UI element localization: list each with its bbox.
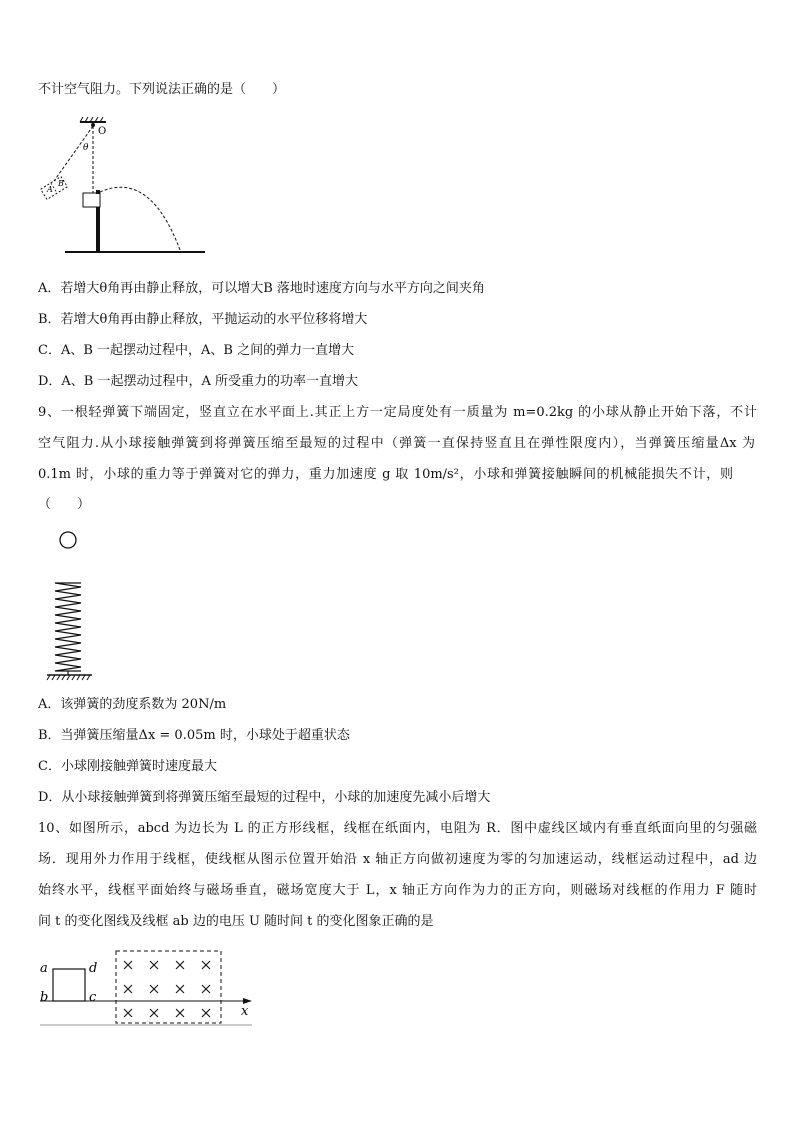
q9-stem-line-3: 0.1m 时，小球的重力等于弹簧对它的弹力，重力加速度 g 取 10m/s²，小球和弹簧接触瞬间的机械能损失不计，则: [38, 467, 733, 482]
field-cross-mark: [202, 1009, 210, 1017]
q9-spring-figure: [40, 525, 100, 685]
field-cross-mark: [150, 985, 158, 993]
q9-option-b: B．当弹簧压缩量Δx = 0.05m 时，小球处于超重状态: [38, 728, 350, 743]
rope-dashed-line: [54, 126, 93, 181]
field-cross-mark: [124, 1009, 132, 1017]
field-cross-mark: [176, 1009, 184, 1017]
field-cross-mark: [124, 961, 132, 969]
block-at-bottom: [83, 193, 100, 207]
q9-stem-line-2: 空气阻力.从小球接触弹簧到将弹簧压缩至最短的过程中（弹簧一直保持竖直且在弹性限度内），当弹簧压缩量Δx 为: [38, 436, 755, 451]
q9-option-d: D．从小球接触弹簧到将弹簧压缩至最短的过程中，小球的加速度先减小后增大: [38, 790, 491, 805]
q8-pendulum-figure: [38, 115, 208, 260]
corner-d-label: d: [89, 961, 98, 976]
corner-b-label: b: [40, 990, 49, 1005]
support-post: [96, 207, 100, 252]
q8-option-c: C．A、B 一起摆动过程中，A、B 之间的弹力一直增大: [38, 343, 355, 358]
spring-base: [47, 675, 92, 680]
corner-c-label: c: [89, 990, 97, 1005]
q9-option-a: A．该弹簧的劲度系数为 20N/m: [38, 697, 227, 712]
q8-option-a: A．若增大θ角再由静止释放，可以增大B 落地时速度方向与水平方向之间夹角: [38, 281, 485, 296]
q9-stem-line-1: 9、一根轻弹簧下端固定，竖直立在水平面上.其正上方一定局度处有一质量为 m=0.2kg 的小球从静止开始下落，不计: [38, 405, 757, 420]
small-block-top: [96, 190, 100, 194]
q10-stem-line-3: 始终水平，线框平面始终与磁场垂直，磁场宽度大于 L，x 轴正方向作为力的正方向，则磁场对线框的作用力 F 随时: [38, 883, 757, 898]
field-cross-mark: [202, 961, 210, 969]
pivot-label: O: [98, 126, 107, 137]
field-cross-mark: [150, 961, 158, 969]
field-cross-mark: [176, 961, 184, 969]
q9-stem-line-4: （ ）: [38, 497, 91, 512]
q10-stem-line-1: 10、如图所示，abcd 为边长为 L 的正方形线框，线框在纸面内，电阻为 R．图中虚线区域内有垂直纸面向里的匀强磁: [38, 821, 757, 836]
projectile-trajectory: [100, 187, 180, 250]
q8-option-d: D．A、B 一起摆动过程中，A 所受重力的功率一直增大: [38, 374, 359, 389]
q9-option-c: C．小球刚接触弹簧时速度最大: [38, 759, 217, 774]
block-b-label: B: [58, 179, 64, 188]
field-cross-mark: [150, 1009, 158, 1017]
angle-label: θ: [83, 143, 89, 153]
ceiling-support: [80, 117, 106, 122]
field-cross-mark: [176, 985, 184, 993]
field-cross-mark: [124, 985, 132, 993]
q10-field-figure: [36, 945, 258, 1030]
q8-stem: 不计空气阻力。下列说法正确的是（ ）: [38, 82, 286, 97]
block-a-label: A: [47, 185, 53, 194]
x-axis-label: x: [241, 1004, 249, 1019]
q10-stem-line-4: 间 t 的变化图线及线框 ab 边的电压 U 随时间 t 的变化图象正确的是: [38, 914, 434, 929]
q10-stem-line-2: 场．现用外力作用于线框，使线框从图示位置开始沿 x 轴正方向做初速度为零的匀加速运动，线框运动过程中，ad 边: [38, 852, 757, 867]
field-cross-mark: [202, 985, 210, 993]
ball: [60, 532, 76, 548]
spring: [55, 583, 81, 675]
corner-a-label: a: [40, 961, 48, 976]
q8-option-b: B．若增大θ角再由静止释放，平抛运动的水平位移将增大: [38, 312, 368, 327]
field-cross-marks: [124, 961, 210, 1017]
square-loop: [53, 969, 85, 1001]
